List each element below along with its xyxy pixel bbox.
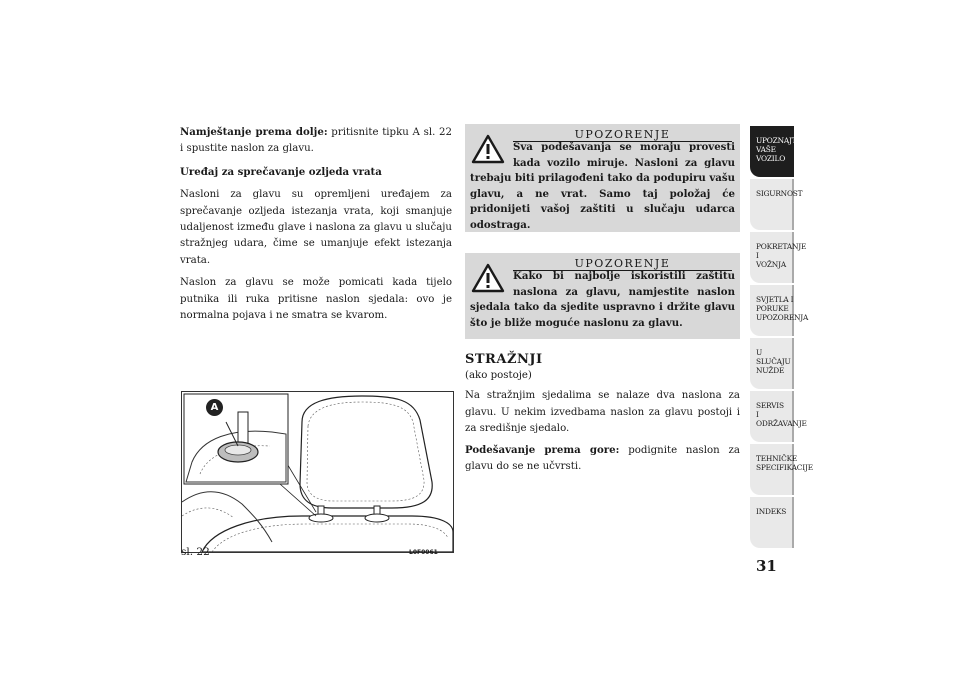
left-column	[180, 124, 452, 330]
tab-label: POKRETANJE I VOŽNJA	[756, 242, 807, 269]
tab-label: UPOZNAJTE VAŠE VOZILO	[756, 136, 802, 163]
adjust-up-label: Podešavanje prema gore:	[465, 443, 620, 456]
adjust-down-paragraph	[180, 124, 452, 158]
headrest-illustration	[182, 392, 453, 552]
figure-code: L0F0061	[409, 549, 438, 556]
rear-heading: STRAŽNJI	[465, 352, 543, 367]
page-number: 31	[756, 557, 777, 575]
tab-label: SIGURNOST	[756, 189, 803, 198]
right-column	[465, 352, 740, 479]
tab-label: U SLUČAJU NUŽDE	[756, 348, 791, 375]
whiplash-paragraph: Nasloni za glavu su opremljeni uređajem za sprečavanje ozljeda istezanja vrata, koji smanjuje udaljenost između glave i naslona za glavu u slučaju stražnjeg udara, čime se umanjuje efekt istezanja vrata.	[180, 189, 452, 266]
tab-tehnicke-specifikacije[interactable]	[750, 444, 813, 495]
warning-title: UPOZORENJE	[513, 257, 732, 271]
tab-label: SVJETLA I PORUKE UPOZORENJA	[756, 295, 809, 322]
adjust-up-text: podignite naslon za glavu do se ne učvrsti.	[465, 444, 740, 473]
adjust-up-paragraph	[465, 442, 740, 476]
callout-a-badge: A	[206, 399, 223, 416]
tab-label: INDEKS	[756, 507, 787, 516]
tab-pokretanje-i-voznja[interactable]	[750, 232, 807, 283]
tab-u-slucaju-nuzde[interactable]	[750, 338, 794, 389]
figure-caption: sl. 22	[181, 546, 210, 558]
section-heading: Uređaj za sprečavanje ozljeda vrata	[180, 165, 382, 178]
adjust-down-text: pritisnite tipku A sl. 22 i spustite naslon za glavu.	[180, 127, 452, 155]
warning-text: Sva podešavanja se moraju provesti kada vozilo miruje. Nasloni za glavu trebaju biti prilagođeni tako da podupiru vašu glavu, a ne vrat. Samo taj položaj će pridonijeti vašoj zaštiti u slučaju udarca odostraga.	[470, 141, 735, 231]
rear-paragraph: Na stražnjim sjedalima se nalaze dva naslona za glavu. U nekim izvedbama naslon za glavu postoji i za središnje sjedalo.	[465, 390, 740, 435]
warning-box-2	[465, 253, 740, 339]
headrest-figure	[181, 391, 454, 553]
chapter-tabs	[750, 126, 813, 550]
warning-text: Kako bi najbolje iskoristili zaštitu naslona za glavu, namjestite naslon sjedala tako da sjedite uspravno i držite glavu što je bliže moguće naslonu za glavu.	[470, 270, 735, 329]
warning-title: UPOZORENJE	[513, 128, 732, 142]
tab-svjetla-i-poruke[interactable]	[750, 285, 809, 336]
tab-sigurnost[interactable]	[750, 179, 803, 230]
rear-subheading: (ako postoje)	[465, 370, 532, 381]
tab-servis-i-odrzavanje[interactable]	[750, 391, 807, 442]
tab-label: TEHNIČKE SPECIFIKACIJE	[756, 454, 813, 472]
movement-paragraph: Naslon za glavu se može pomicati kada tijelo putnika ili ruka pritisne naslon sjedala: ovo je normalna pojava i ne smatra se kvarom.	[180, 277, 452, 322]
warning-box-1	[465, 124, 740, 232]
tab-label: SERVIS I ODRŽAVANJE	[756, 401, 807, 428]
tab-upoznajte-vase-vozilo[interactable]	[750, 126, 802, 177]
adjust-down-label: Namještanje prema dolje:	[180, 126, 328, 138]
tab-indeks[interactable]	[750, 497, 794, 548]
